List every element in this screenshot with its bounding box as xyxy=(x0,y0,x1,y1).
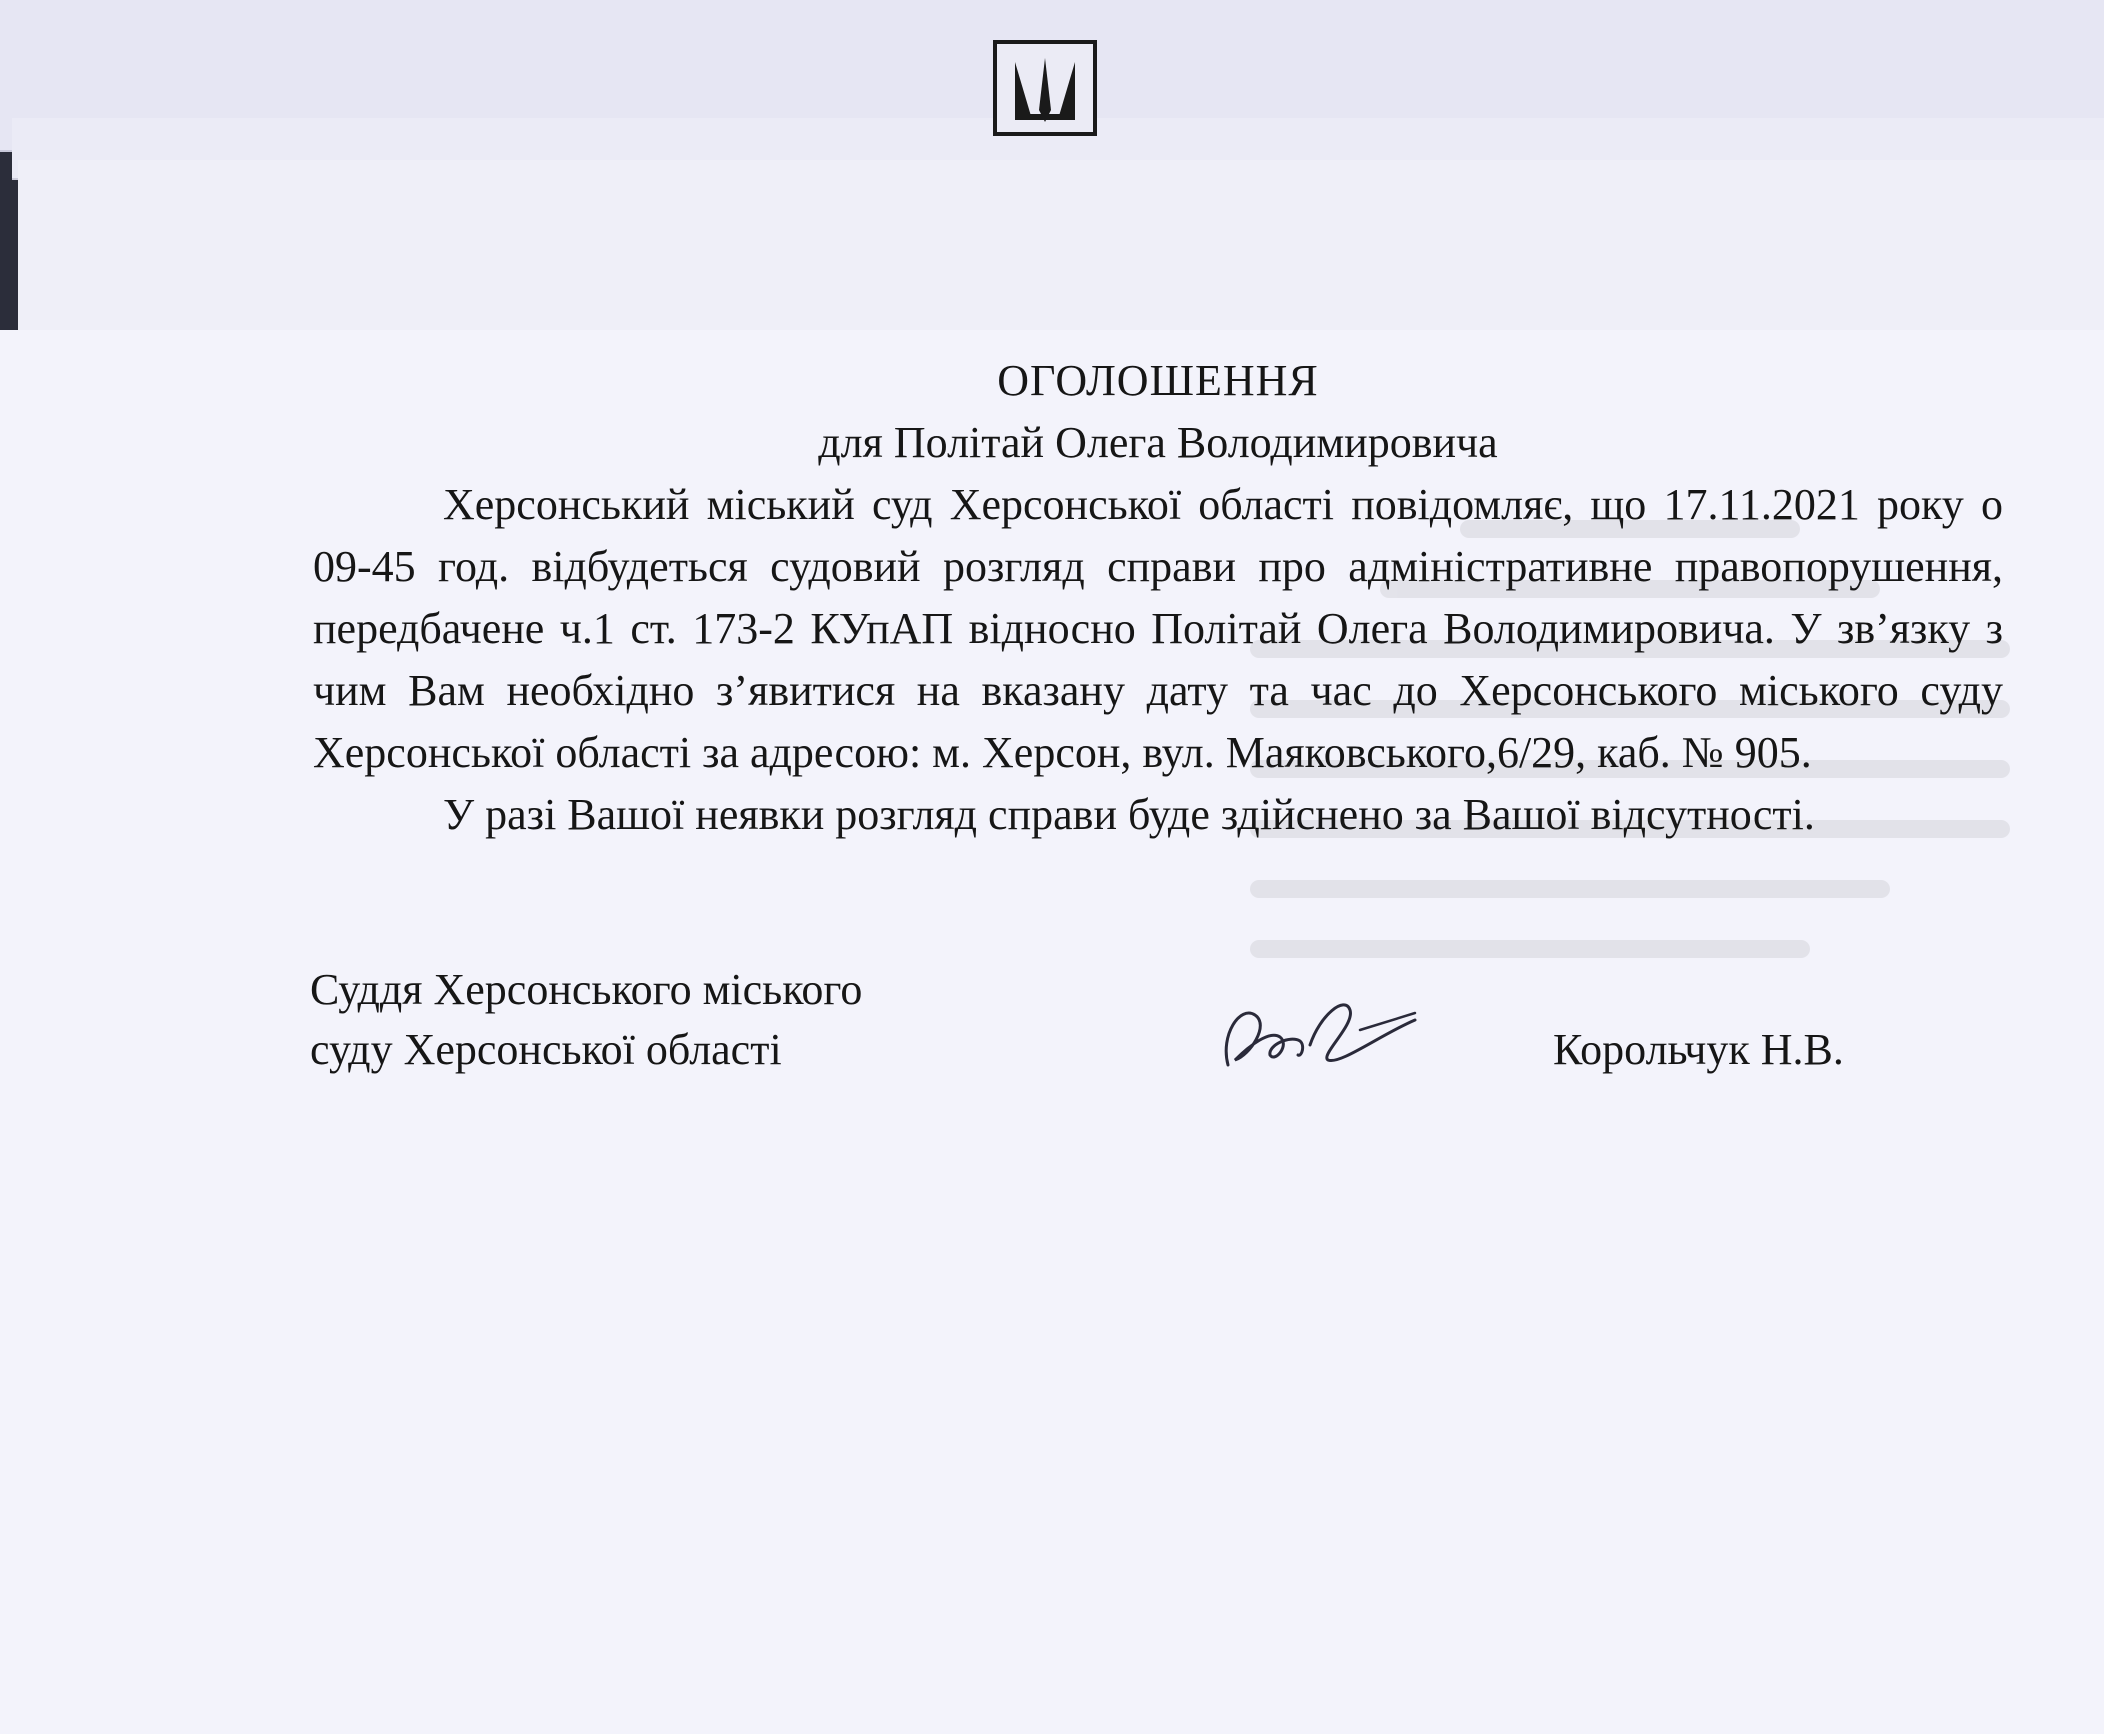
document-title: ОГОЛОШЕННЯ xyxy=(997,356,1319,405)
signature-block xyxy=(310,960,2010,1160)
background-sheet-lower xyxy=(18,160,2104,342)
trident-emblem-icon xyxy=(993,40,1097,136)
absence-warning-paragraph: У разі Вашої неявки розгляд справи буде здійснено за Вашої відсутності. xyxy=(443,790,1815,839)
signer-title-line1: Суддя Херсонського міського xyxy=(310,965,863,1014)
notice-paragraph: Херсонський міський суд Херсонської області повідомляє, що 17.11.2021 року о 09-45 год. відбудеться судовий розгляд справи про адміністративне правопорушення, передбачене ч.1 ст. 173-2 КУпАП відносно Політай Олега Володимировича. У зв’язку з чим Вам необхідно з’явитися на вказану дату та час до Херсонського міського суду Херсонської області за адресою: м. Херсон, вул. Маяковського,6/29, каб. № 905. xyxy=(313,480,2003,777)
signer-title-line2: суду Херсонської області xyxy=(310,1025,782,1074)
addressee-line: для Політай Олега Володимировича xyxy=(818,418,1498,467)
announcement-body xyxy=(313,350,2003,846)
signer-title xyxy=(310,960,862,1080)
handwritten-signature xyxy=(1210,975,1430,1085)
signer-name: Корольчук Н.В. xyxy=(1553,1025,1844,1074)
